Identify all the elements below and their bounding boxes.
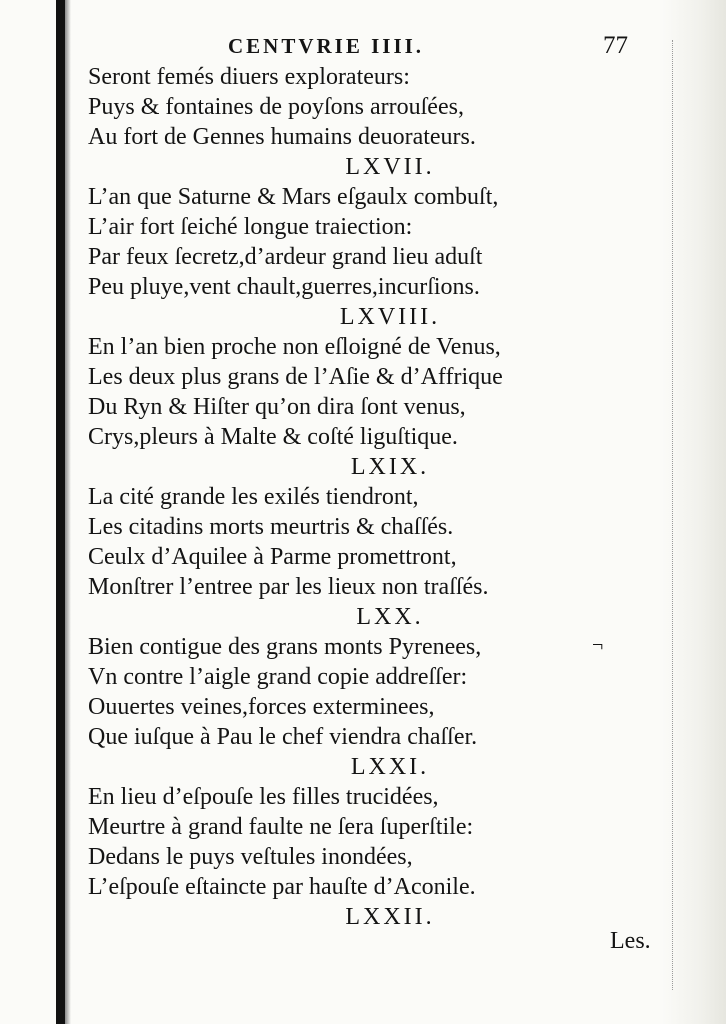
quatrain-number: LXVII. (345, 154, 435, 180)
verse-line: Crys,pleurs à Malte & coſté liguſtique. (88, 424, 458, 450)
verse-line: L’an que Saturne & Mars eſgaulx combuſt, (88, 184, 499, 210)
verse-line: Vn contre l’aigle grand copie addreſſer: (88, 664, 468, 690)
page-number: 77 (603, 32, 628, 59)
verse-line: La cité grande les exilés tiendront, (88, 484, 419, 510)
verse-line: Meurtre à grand faulte ne ſera ſuperſtile: (88, 814, 474, 840)
verse-line: Ceulx d’Aquilee à Parme promettront, (88, 544, 457, 570)
page-edge-line (672, 40, 673, 990)
verse-line: Seront femés diuers explorateurs: (88, 64, 410, 90)
verse-line: Les citadins morts meurtris & chaſſés. (88, 514, 454, 540)
gutter-shading (65, 0, 71, 1024)
verse-line: L’eſpouſe eſtaincte par hauſte d’Aconile. (88, 874, 476, 900)
verse-line: Bien contigue des grans monts Pyrenees, (88, 634, 482, 660)
verse-line: En l’an bien proche non eſloigné de Venus, (88, 334, 501, 360)
verse-line: Peu pluye,vent chault,guerres,incurſions. (88, 274, 480, 300)
verse-line: Les deux plus grans de l’Aſie & d’Affrique (88, 364, 503, 390)
margin-mark: ¬ (592, 634, 604, 656)
quatrain-number: LXXI. (350, 754, 430, 780)
verse-line: Au fort de Gennes humains deuorateurs. (88, 124, 476, 150)
quatrain-number: LXIX. (350, 454, 430, 480)
verse-line: L’air fort ſeiché longue traiection: (88, 214, 413, 240)
page-header (0, 34, 726, 64)
verse-line: Par feux ſecretz,d’ardeur grand lieu aduſt (88, 244, 483, 270)
verse-line: Puys & fontaines de poyſons arrouſées, (88, 94, 464, 120)
quatrain-number: LXX. (356, 604, 424, 630)
verse-line: Ouuertes veines,forces exterminees, (88, 694, 435, 720)
verse-body (88, 62, 668, 932)
catchword: Les. (610, 928, 651, 954)
quatrain-number: LXVIII. (339, 304, 441, 330)
verse-line: Dedans le puys veſtules inondées, (88, 844, 413, 870)
verse-line: Que iuſque à Pau le chef viendra chaſſer. (88, 724, 478, 750)
verse-line: Du Ryn & Hiſter qu’on dira ſont venus, (88, 394, 466, 420)
running-head: CENTVRIE IIII. (228, 34, 425, 58)
verse-line: Monſtrer l’entree par les lieux non traſſés. (88, 574, 489, 600)
verse-line: En lieu d’eſpouſe les filles trucidées, (88, 784, 439, 810)
quatrain-number: LXXII. (345, 904, 435, 930)
book-spine-shadow (56, 0, 65, 1024)
